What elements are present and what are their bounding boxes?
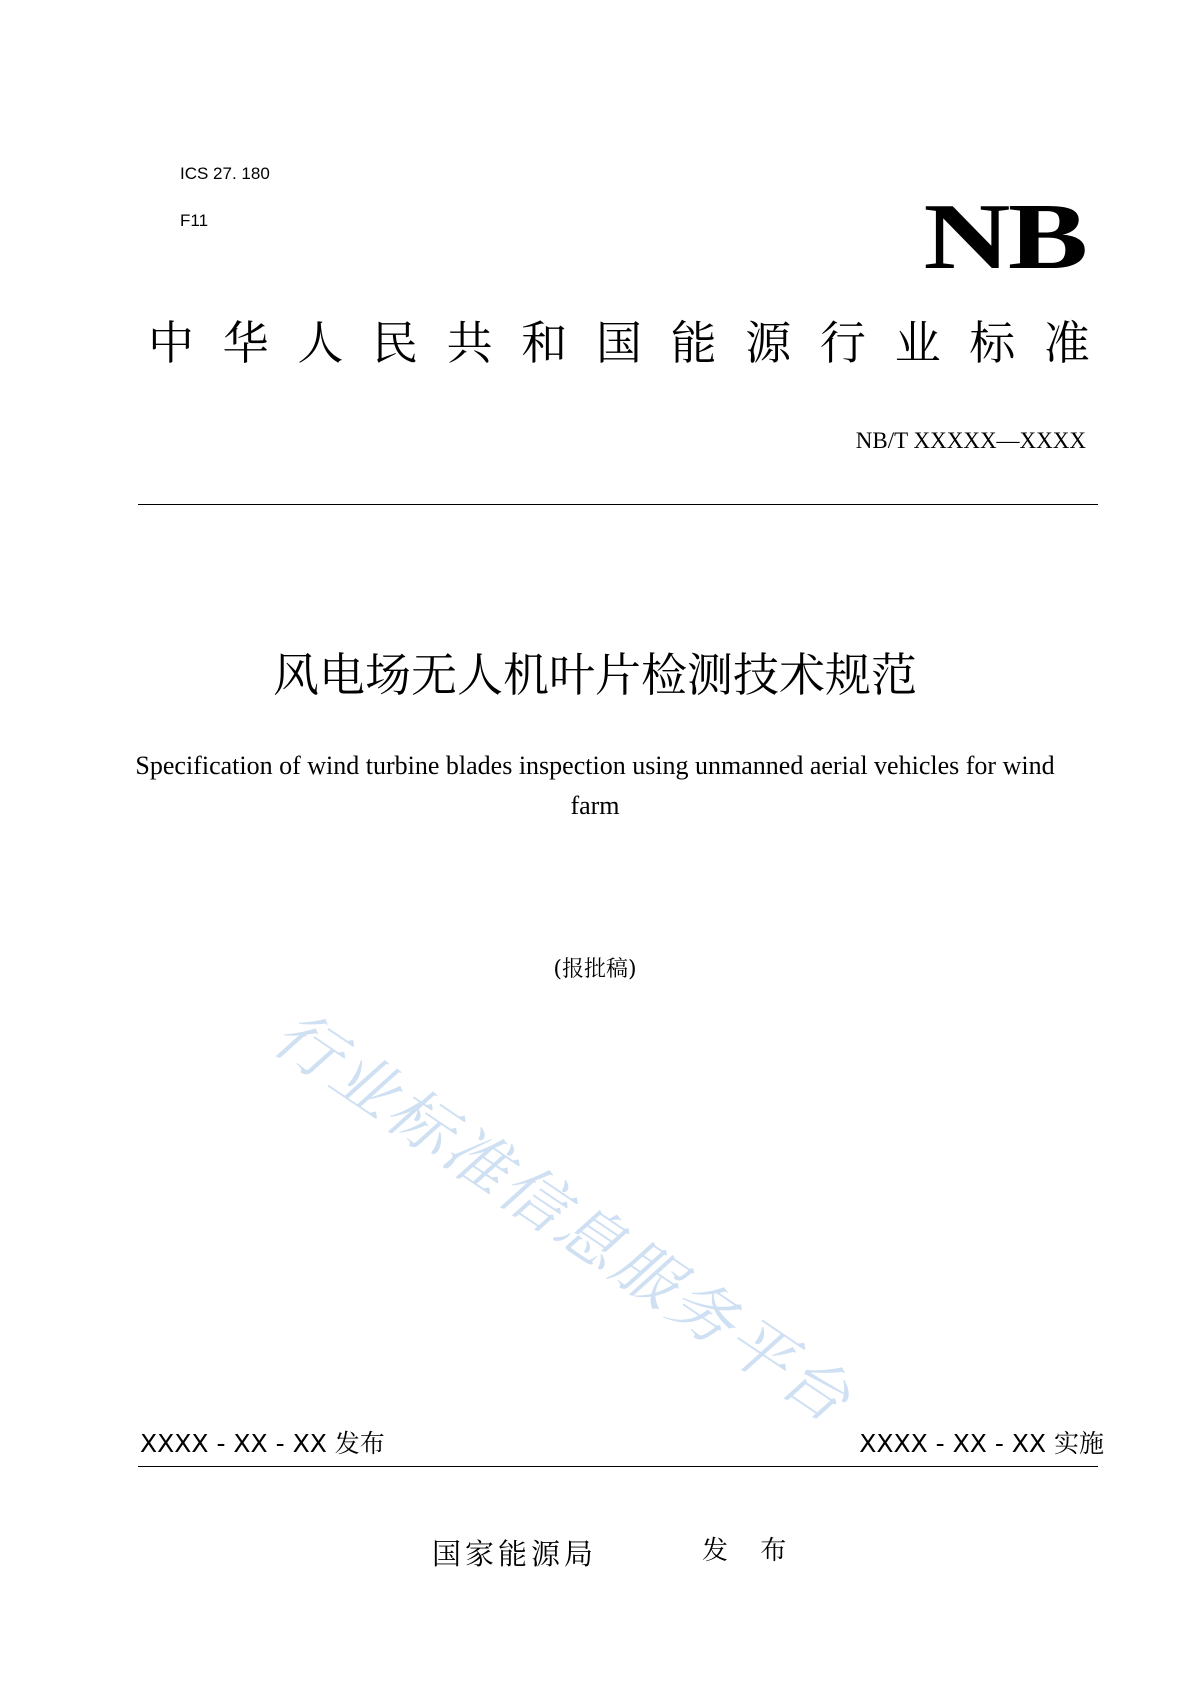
title-chinese: 风电场无人机叶片检测技术规范 xyxy=(273,648,917,702)
standard-number: NB/T XXXXX—XXXX xyxy=(855,428,1086,453)
standard-class-char: 中 xyxy=(148,316,194,370)
issuer-organization: 国家能源局 xyxy=(432,1537,598,1571)
ics-code: ICS 27. 180 xyxy=(180,164,270,183)
standard-class xyxy=(148,316,1090,370)
standard-class-char: 准 xyxy=(1043,316,1090,370)
issuer-action: 发 布 xyxy=(702,1536,799,1566)
title-english: Specification of wind turbine blades inspection using unmanned aerial vehicles for wind farm xyxy=(135,751,1055,820)
standard-class-char: 行 xyxy=(819,316,866,370)
standard-class-char: 华 xyxy=(222,316,269,370)
standard-class-char: 民 xyxy=(371,316,418,370)
standard-class-char: 能 xyxy=(670,316,717,370)
ccs-code: F11 xyxy=(180,211,209,230)
standard-class-char: 源 xyxy=(745,316,792,370)
nb-logo: NB xyxy=(923,185,1086,289)
draft-status: (报批稿) xyxy=(553,957,637,982)
bottom-divider xyxy=(138,1466,1098,1467)
standard-class-char: 标 xyxy=(969,316,1016,370)
standard-class-char: 和 xyxy=(521,316,568,370)
standard-class-char: 人 xyxy=(297,316,344,370)
standard-class-char: 国 xyxy=(595,316,642,370)
implementation-date: XXXX - XX - XX 实施 xyxy=(859,1429,1104,1458)
standard-class-char: 共 xyxy=(446,316,493,370)
issue-date: XXXX - XX - XX 发布 xyxy=(140,1429,385,1458)
watermark: 行业标准信息服务平台 xyxy=(260,997,866,1440)
top-divider xyxy=(138,504,1098,505)
standard-class-char: 业 xyxy=(894,316,941,370)
